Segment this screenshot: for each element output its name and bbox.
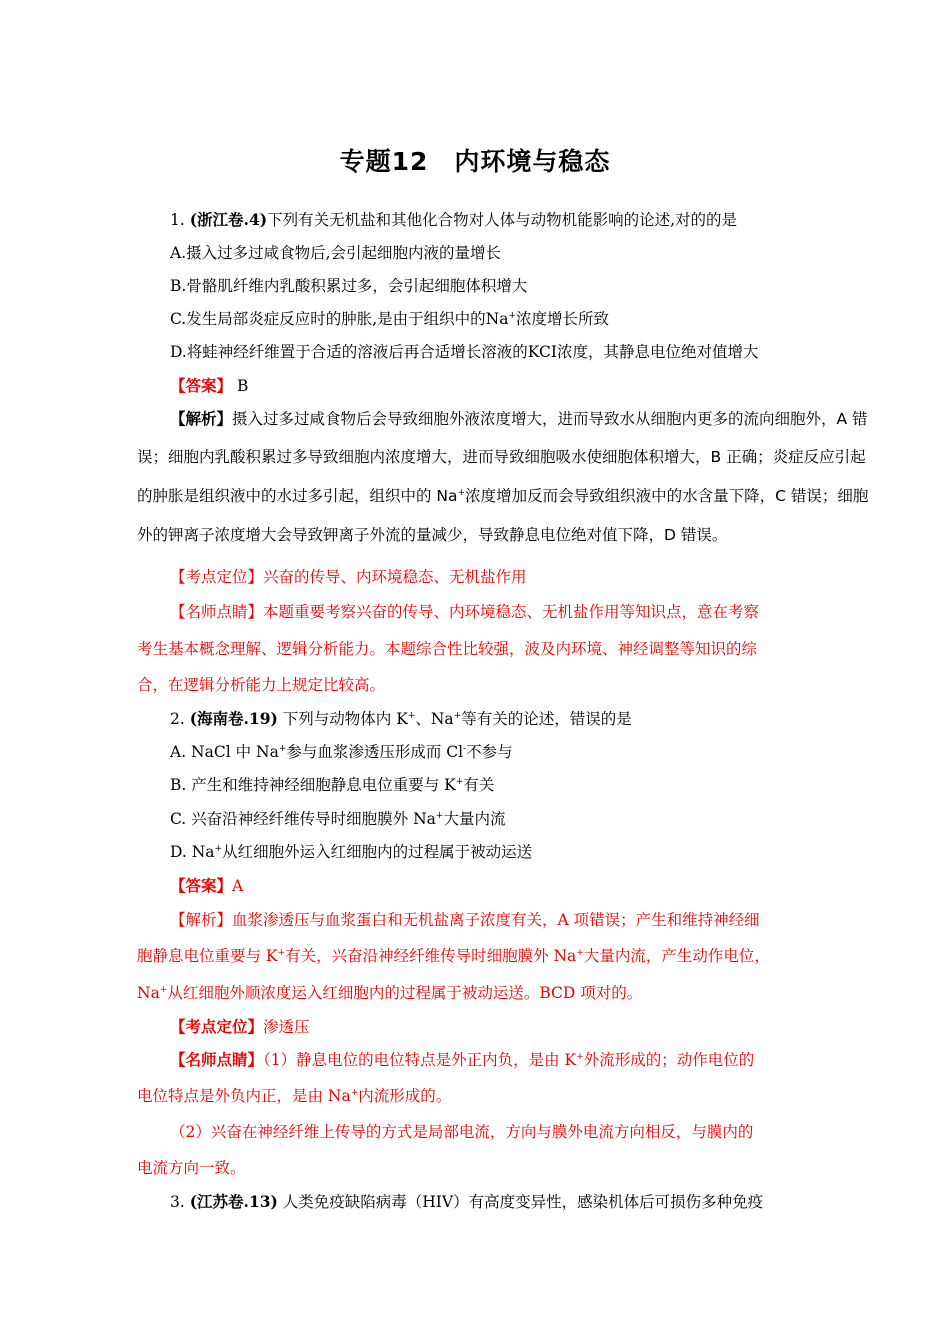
analysis-text: 的肿胀是组织液中的水过多引起，组织中的 Na — [137, 487, 458, 505]
q2-option-c — [170, 809, 505, 829]
q2-source: (海南卷.19) — [189, 709, 278, 728]
analysis-label: 【解析】 — [170, 911, 233, 929]
analysis-text-end: 从红细胞外顺浓度运入红细胞内的过程属于被动运送。BCD 项对的。 — [167, 984, 643, 1002]
analysis-text: 胞静息电位重要与 K — [137, 947, 278, 965]
q2-stem-text: 下列与动物体内 K — [277, 710, 408, 728]
superscript: + — [455, 776, 464, 787]
q1-number: 1. — [170, 211, 190, 229]
q2-mingshi-line-2 — [137, 1086, 451, 1106]
q1-option-c — [170, 309, 609, 329]
q2-stem — [170, 709, 632, 729]
q1-mingshi-line-1 — [170, 602, 759, 622]
q1-stem-text: 下列有关无机盐和其他化合物对人体与动物机能影响的论述,对的的是 — [267, 211, 738, 229]
analysis-text: Na — [137, 984, 160, 1002]
answer-value: B — [232, 377, 249, 395]
q2-stem-text-end: 等有关的论述，错误的是 — [461, 710, 632, 728]
q1-mingshi-line-2: 考生基本概念理解、逻辑分析能力。本题综合性比较强，波及内环境、神经调整等知识的综 — [137, 640, 758, 658]
q1-kaodian — [170, 567, 527, 587]
q2-option-b — [170, 775, 494, 795]
analysis-text: 摄入过多过咸食物后会导致细胞外液浓度增大，进而导致水从细胞内更多的流向细胞外，A 错 — [232, 410, 868, 428]
q2-kaodian — [170, 1017, 310, 1037]
answer-label: 【答案】 — [170, 876, 233, 895]
q2-mingshi-line-4: 电流方向一致。 — [137, 1159, 246, 1177]
q2-stem-text-mid: 、Na — [415, 710, 454, 728]
analysis-label: 【解析】 — [170, 410, 233, 428]
analysis-text-mid: 有关，兴奋沿神经纤维传导时细胞膜外 Na — [285, 947, 577, 965]
superscript: + — [457, 487, 466, 498]
superscript: + — [435, 810, 444, 821]
answer-value: A — [232, 877, 244, 895]
q2-option-a — [170, 742, 513, 762]
superscript: + — [159, 984, 168, 995]
q2-analysis-line-3 — [137, 983, 642, 1003]
superscript: - — [463, 743, 467, 754]
q1-option-b: B.骨骼肌纤维内乳酸积累过多，会引起细胞体积增大 — [170, 277, 528, 295]
q2-option-b-text: B. 产生和维持神经细胞静息电位重要与 K — [170, 776, 456, 794]
q2-answer — [170, 876, 243, 896]
kaodian-label: 【考点定位】 — [170, 1017, 264, 1036]
superscript: + — [407, 710, 416, 721]
q3-number: 3. — [170, 1193, 190, 1211]
q2-option-d — [170, 842, 532, 862]
analysis-text-end: 浓度增加反而会导致组织液中的水含量下降，C 错误；细胞 — [465, 487, 869, 505]
kaodian-label: 【考点定位】 — [170, 568, 264, 586]
mingshi-label: 【名师点睛】 — [170, 1050, 264, 1069]
q2-option-d-text-end: 从红细胞外运入红细胞内的过程属于被动运送 — [222, 843, 533, 861]
superscript: + — [278, 743, 287, 754]
q2-analysis-line-2 — [137, 946, 770, 966]
q1-answer — [170, 376, 248, 396]
kaodian-text: 兴奋的传导、内环境稳态、无机盐作用 — [263, 568, 527, 586]
mingshi-label: 【名师点睛】 — [170, 603, 264, 621]
superscript: + — [350, 1087, 359, 1098]
kaodian-text: 渗透压 — [263, 1018, 310, 1036]
q3-stem-text: 人类免疫缺陷病毒（HIV）有高度变异性，感染机体后可损伤多种免疫 — [277, 1193, 764, 1211]
q1-analysis-line-2: 误；细胞内乳酸积累过多导致细胞内浓度增大，进而导致细胞吸水使细胞体积增大，B 正确；炎症反应引起 — [137, 448, 866, 466]
superscript: + — [214, 843, 223, 854]
q1-source: (浙江卷.4) — [189, 210, 268, 229]
q2-option-a-text-end: 不参与 — [466, 743, 513, 761]
q2-option-d-text: D. Na — [170, 843, 215, 861]
q1-option-c-text: C.发生局部炎症反应时的肿胀,是由于组织中的Na — [170, 310, 509, 328]
superscript: + — [453, 710, 462, 721]
q2-option-a-text-mid: 参与血浆渗透压形成而 Cl — [286, 743, 464, 761]
q1-analysis-line-1 — [170, 409, 868, 429]
q1-stem — [170, 210, 737, 230]
mingshi-text-end: 外流形成的；动作电位的 — [583, 1051, 755, 1069]
q1-option-c-text-end: 浓度增长所致 — [516, 310, 610, 328]
q1-mingshi-line-3: 合，在逻辑分析能力上规定比较高。 — [137, 676, 386, 694]
q2-option-c-text-end: 大量内流 — [443, 810, 506, 828]
q2-option-b-text-end: 有关 — [463, 776, 495, 794]
q2-number: 2. — [170, 710, 190, 728]
superscript: + — [277, 947, 286, 958]
q2-analysis-line-1 — [170, 910, 760, 930]
q1-option-a: A.摄入过多过咸食物后,会引起细胞内液的量增长 — [170, 244, 502, 262]
analysis-text: 血浆渗透压与血浆蛋白和无机盐离子浓度有关，A 项错误；产生和维持神经细 — [232, 911, 760, 929]
analysis-text-end: 大量内流，产生动作电位， — [583, 947, 770, 965]
superscript: + — [576, 1051, 584, 1062]
q3-stem — [170, 1192, 763, 1212]
page-title: 专题12 内环境与稳态 — [339, 147, 611, 176]
q2-option-c-text: C. 兴奋沿神经纤维传导时细胞膜外 Na — [170, 810, 436, 828]
answer-label: 【答案】 — [170, 376, 233, 395]
mingshi-text-end: 内流形成的。 — [358, 1087, 452, 1105]
q2-option-a-text: A. NaCl 中 Na — [170, 743, 279, 761]
q1-analysis-line-3 — [137, 486, 868, 506]
mingshi-text: 电位特点是外负内正，是由 Na — [137, 1087, 351, 1105]
mingshi-text: （1）静息电位的电位特点是外正内负，是由 K — [263, 1051, 577, 1069]
superscript: + — [508, 310, 517, 321]
q2-mingshi-line-1 — [170, 1050, 754, 1070]
superscript: + — [576, 947, 584, 958]
q3-source: (江苏卷.13) — [189, 1192, 278, 1211]
q1-option-d: D.将蛙神经纤维置于合适的溶液后再合适增长溶液的KCI浓度，其静息电位绝对值增大 — [170, 343, 759, 361]
q2-mingshi-line-3: （2）兴奋在神经纤维上传导的方式是局部电流，方向与膜外电流方向相反，与膜内的 — [170, 1123, 754, 1141]
mingshi-text: 本题重要考察兴奋的传导、内环境稳态、无机盐作用等知识点，意在考察 — [263, 603, 760, 621]
q1-analysis-line-4: 外的钾离子浓度增大会导致钾离子外流的量减少，导致静息电位绝对值下降，D 错误。 — [137, 526, 728, 544]
